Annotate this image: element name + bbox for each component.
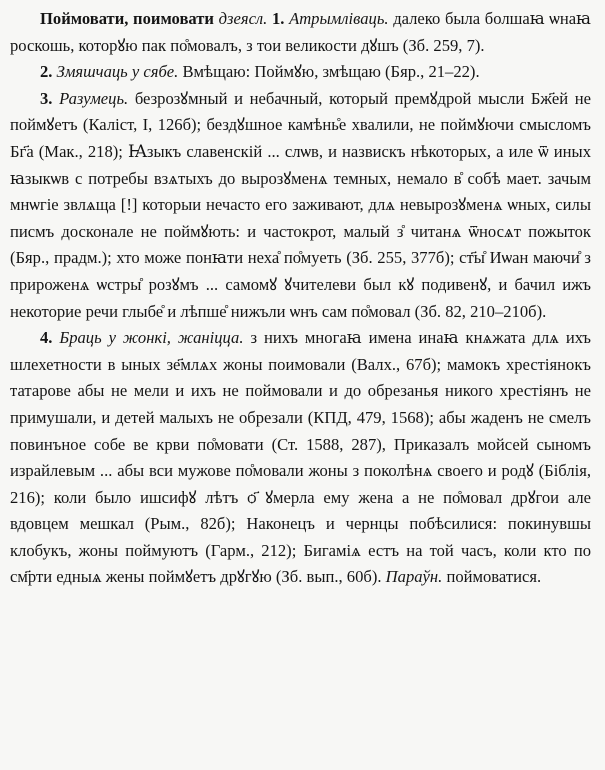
sense-3-paragraph <box>10 86 591 325</box>
sense-3-definition: Разумець. <box>59 88 129 108</box>
headword: Поймовати, поимовати <box>40 9 214 28</box>
sense-2-paragraph <box>10 59 591 86</box>
compare-label: Параўн. <box>385 567 443 587</box>
sense-4-citations: з нихъ многаꙗ имена инаꙗ кнѧжата длѧ ихъ шлехетности в ыных зе҃млѧх жоны поимовали (Валх., 67б); мамокъ хрестіянокъ татарове абы не мели и ихъ не поймовали и до обрезанья никого хрестіянъ не примушали, и детей малыхъ не обрезали (КПД, 479, 1568); абы жаденъ не смелъ повинъное собе ве крви по̊мовати (Ст. 1588, 287), Приказалъ мойсей сыномъ израйлевым ... абы вси мужове по̊мовали жоны з поколѣнѧ своего и родꙋ (Біблія, 216); коли было ишсифꙋ лѣтъ ѻ҃ ꙋмерла ему жена а не по̊мовал дрꙋгои але вдовцем мешкал (Рым., 82б); Наконецъ и чернцы побѣсилися: покинувшы клобукъ, жоны поймуютъ (Гарм., 212); Бигаміѧ естъ на той часъ, коли кто по см҃рти едныѧ жены поймꙋетъ дрꙋгꙋю (Зб. вып., 60б). <box>10 328 591 587</box>
part-of-speech: дзеясл. <box>218 9 268 28</box>
sense-2-citations: Вмѣщаю: Поймꙋю, змѣщаю (Бяр., 21–22). <box>182 62 480 82</box>
sense-1-definition: Атрымліваць. <box>289 9 389 28</box>
sense-2-number: 2. <box>40 62 53 82</box>
sense-2-definition: Змяшчаць у сябе. <box>56 62 179 82</box>
sense-4-definition: Браць у жонкі, жаніцца. <box>59 328 244 348</box>
sense-4-number: 4. <box>40 328 53 348</box>
sense-1-paragraph <box>10 6 591 59</box>
sense-3-citations: безрозꙋмный и небачный, который премꙋдрой мысли Бж҃ей не поймꙋетъ (Каліст, I, 126б); бездꙋшное камѣнь̊е хвалили, не поймꙋючи смысломъ Бг҃а (Мак., 218); Ꙗзыкъ славенскій ... слѡв, и назвискъ нѣкоторых, а иле ѿ иных ꙗзыкѡв с потребы взѧтыхъ до вырозꙋменѧ темных, немало в̊ собѣ мает. зачым мнѡгіе звлѧща [!] которыи нечасто его заживают, длѧ невырозꙋменѧ ѡных, силы писмъ досконале не поймꙋють: и частокрот, малый з̊ читанѧ ѿносѧт пожыток (Бяр., прадм.); хто може понꙗти неха̊ по̊муеть (Зб. 255, 377б); ст҃ы̊ Иѡан маючи̊ з прироженѧ ѡстры̊ розꙋмъ ... самомꙋ ꙋчителеви был кꙋ подивенꙋ, и бачил ижъ некоторие речи глыбе̊ и лѣпше̊ нижъли ѡнъ сам по̊мовал (Зб. 82, 210–210б). <box>10 88 592 321</box>
sense-3-number: 3. <box>40 88 53 108</box>
sense-1-number: 1. <box>271 9 285 28</box>
compare-target: поймоватися. <box>446 567 542 587</box>
sense-1-citations: далеко была болшаꙗ ѡнаꙗ роскошь, которꙋю пак по̊мовалъ, з тои великости дꙋшъ (Зб. 259, 7). <box>10 9 591 55</box>
sense-4-paragraph <box>10 325 591 591</box>
